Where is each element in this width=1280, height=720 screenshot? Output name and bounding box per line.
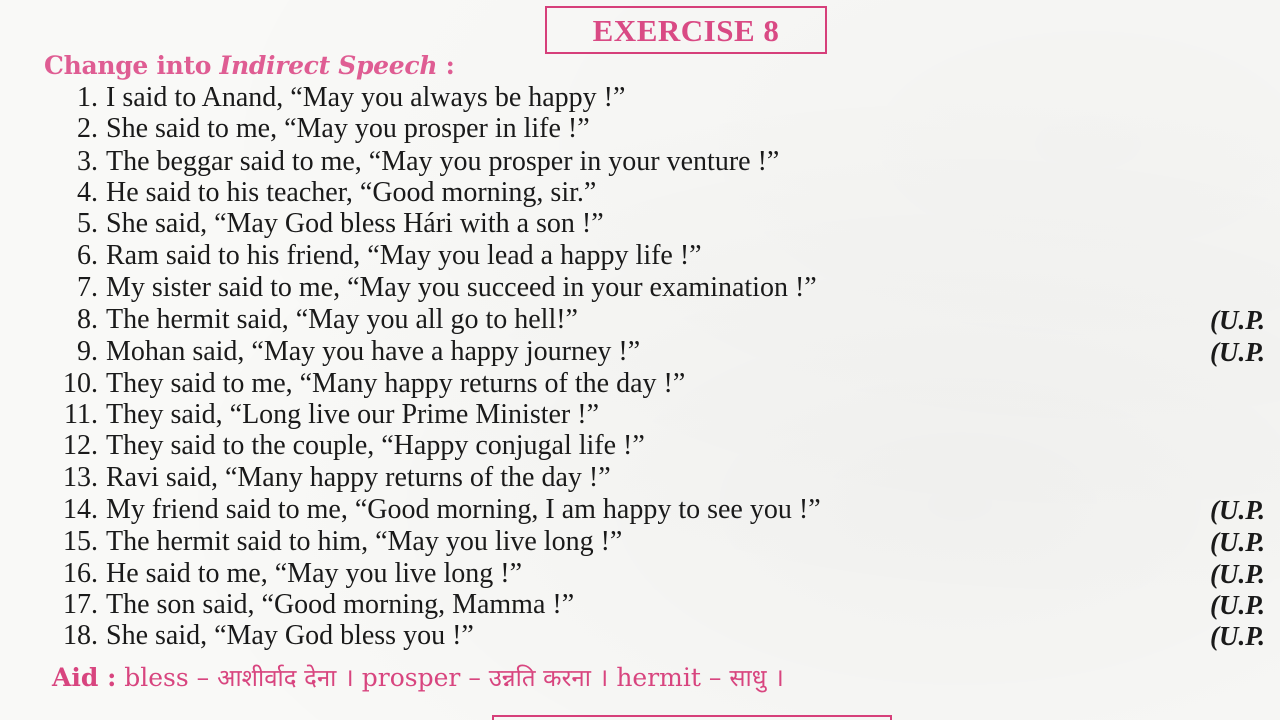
- item-sentence: They said to me, “Many happy returns of the day !”: [106, 368, 686, 399]
- exercise-title-box: [545, 6, 827, 54]
- aid-meaning: आशीर्वाद देना: [217, 664, 337, 692]
- item-sentence: The hermit said, “May you all go to hell!”: [106, 304, 578, 335]
- aid-label: Aid :: [52, 663, 117, 692]
- item-sentence: They said, “Long live our Prime Minister !”: [106, 399, 599, 430]
- exercise-item: [0, 589, 1280, 621]
- aid-word: hermit: [616, 663, 701, 692]
- aid-glossary: [52, 660, 784, 694]
- aid-meaning: उन्नति करना: [488, 664, 591, 692]
- exercise-item: [0, 462, 1280, 494]
- exercise-item: [0, 177, 1280, 209]
- item-sentence: He said to me, “May you live long !”: [106, 558, 523, 589]
- item-number: 13.: [63, 462, 98, 493]
- item-sentence: She said, “May God bless Hári with a son !”: [106, 208, 604, 239]
- item-sentence: Mohan said, “May you have a happy journey !”: [106, 336, 641, 367]
- aid-separator: ।: [590, 663, 617, 692]
- item-sentence: He said to his teacher, “Good morning, sir.”: [106, 177, 597, 208]
- aid-meaning: साधु: [729, 664, 767, 692]
- item-number: 10.: [63, 368, 98, 399]
- item-sentence: The hermit said to him, “May you live long !”: [106, 526, 623, 557]
- item-sentence: My sister said to me, “May you succeed in your examination !”: [106, 272, 817, 303]
- item-sentence: She said to me, “May you prosper in life !”: [106, 113, 590, 144]
- item-sentence: She said, “May God bless you !”: [106, 620, 474, 651]
- item-sentence: Ram said to his friend, “May you lead a happy life !”: [106, 240, 702, 271]
- item-number: 15.: [63, 526, 98, 557]
- item-source: (U.P.: [1210, 527, 1266, 557]
- item-number: 2.: [77, 113, 98, 144]
- item-number: 6.: [77, 240, 98, 271]
- exercise-item: [0, 208, 1280, 240]
- exercise-item: [0, 558, 1280, 590]
- aid-word: bless: [124, 663, 189, 692]
- item-number: 8.: [77, 304, 98, 335]
- aid-dash: –: [460, 663, 489, 692]
- exercise-item: [0, 494, 1280, 526]
- item-number: 11.: [64, 399, 98, 430]
- item-number: 3.: [77, 146, 98, 177]
- item-source: (U.P.: [1210, 559, 1266, 589]
- aid-separator: ।: [336, 663, 362, 692]
- item-source: (U.P.: [1210, 590, 1266, 620]
- item-number: 17.: [63, 589, 98, 620]
- item-sentence: My friend said to me, “Good morning, I am happy to see you !”: [106, 494, 821, 525]
- item-number: 7.: [77, 272, 98, 303]
- item-sentence: I said to Anand, “May you always be happy !”: [106, 82, 626, 113]
- aid-dash: –: [700, 663, 730, 692]
- exercise-item: [0, 430, 1280, 462]
- item-number: 5.: [77, 208, 98, 239]
- exercise-item: [0, 82, 1280, 114]
- exercise-item: [0, 399, 1280, 431]
- item-source: (U.P.: [1210, 337, 1266, 367]
- instruction-prefix: Change into: [44, 51, 220, 80]
- item-number: 16.: [63, 558, 98, 589]
- item-sentence: The son said, “Good morning, Mamma !”: [106, 589, 575, 620]
- item-source: (U.P.: [1210, 305, 1266, 335]
- item-number: 4.: [77, 177, 98, 208]
- instruction-heading: [44, 51, 455, 80]
- item-sentence: Ravi said, “Many happy returns of the day !”: [106, 462, 611, 493]
- item-number: 14.: [63, 494, 98, 525]
- exercise-item: [0, 272, 1280, 304]
- exercise-item: [0, 240, 1280, 272]
- exercise-item: [0, 526, 1280, 558]
- item-source: (U.P.: [1210, 621, 1266, 651]
- item-source: (U.P.: [1210, 495, 1266, 525]
- exercise-item: [0, 336, 1280, 368]
- aid-separator: ।: [766, 663, 784, 692]
- item-number: 12.: [63, 430, 98, 461]
- exercise-item: [0, 620, 1280, 652]
- exercise-item: [0, 368, 1280, 400]
- aid-dash: –: [188, 663, 218, 692]
- next-section-box-edge: [492, 715, 892, 720]
- item-sentence: The beggar said to me, “May you prosper in your venture !”: [106, 146, 780, 177]
- aid-word: prosper: [361, 663, 461, 692]
- item-number: 9.: [77, 336, 98, 367]
- item-sentence: They said to the couple, “Happy conjugal life !”: [106, 430, 645, 461]
- item-number: 1.: [77, 82, 98, 113]
- exercise-item: [0, 146, 1280, 178]
- item-number: 18.: [63, 620, 98, 651]
- exercise-item: [0, 304, 1280, 336]
- instruction-emphasis: Indirect Speech: [219, 51, 438, 80]
- exercise-title: EXERCISE 8: [592, 13, 780, 48]
- exercise-item: [0, 113, 1280, 145]
- instruction-suffix: :: [437, 51, 455, 80]
